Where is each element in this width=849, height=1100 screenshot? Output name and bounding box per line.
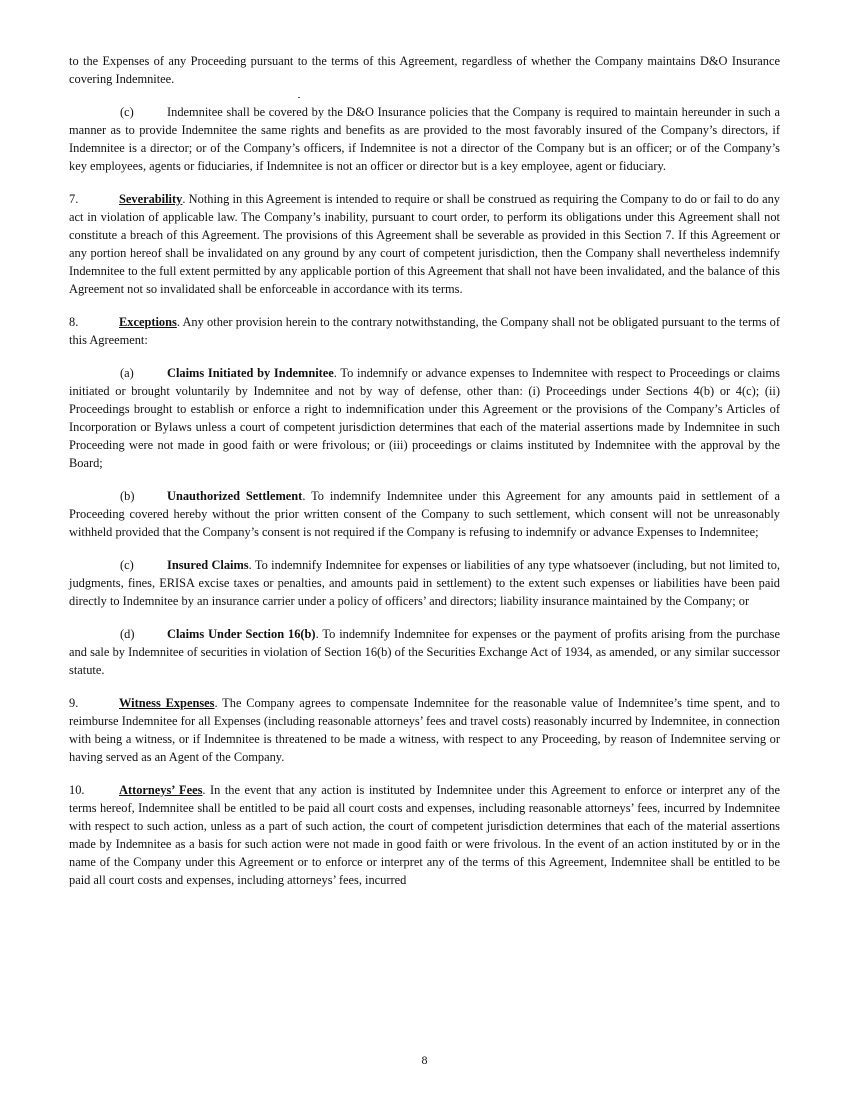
section-number: 8. <box>69 315 79 329</box>
item-title: Insured Claims <box>167 558 249 572</box>
item-text: . To indemnify or advance expenses to Indemnitee with respect to Proceedings or claims initiated or brought voluntarily by Indemnitee and not by way of defense, other than: (i) Proceedings under Sections 4(b) or 4(c); (ii) Proceedings brought to establish or enforce a right to indemnification under this Agreement or the provisions of the Company’s Articles of Incorporation or Bylaws unless a court of competent jurisdiction determines that each of the material assertions made by Indemnitee in such Proceeding were not made in good faith or were frivolous; or (iii) proceedings or claims instituted by Indemnitee with the approval by the Board; <box>69 366 780 470</box>
item-label: (c) <box>120 558 134 572</box>
section-text: . Any other provision herein to the contrary notwithstanding, the Company shall not be obligated pursuant to the terms of this Agreement: <box>69 315 780 347</box>
section-text: . The Company agrees to compensate Indemnitee for the reasonable value of Indemnitee’s time spent, and to reimburse Indemnitee for all Expenses (including reasonable attorneys’ fees and travel costs) reasonably incurred by Indemnitee, in connection with being a witness, or if Indemnitee is threatened to be made a witness, with respect to any Proceeding, by reason of Indemnitee serving or having served as an Agent of the Company. <box>69 696 780 764</box>
section-number: 10. <box>69 783 85 797</box>
item-text: . To indemnify Indemnitee for expenses or liabilities of any type whatsoever (including, but not limited to, judgments, fines, ERISA excise taxes or penalties, and amounts paid in settlement) to the extent such expenses or liabilities have been paid directly to Indemnitee by an insurance carrier under a policy of officers’ and directors; liability insurance maintained by the Company; or <box>69 558 780 608</box>
section-text: . In the event that any action is instituted by Indemnitee under this Agreement to enforce or interpret any of the terms hereof, Indemnitee shall be entitled to be paid all court costs and expenses, including reasonable attorneys’ fees, incurred by Indemnitee with respect to such action, unless as a part of such action, the court of competent jurisdiction determines that each of the material assertions made by Indemnitee as a basis for such action were not made in good faith or were frivolous. In the event of an action instituted by or in the name of the Company under this Agreement or to enforce or interpret any of the terms of this Agreement, Indemnitee shall be entitled to be paid all court costs and expenses, including attorneys’ fees, incurred <box>69 783 780 887</box>
section-number: 9. <box>69 696 79 710</box>
section-9 <box>69 694 780 766</box>
section-title: Exceptions <box>119 315 177 329</box>
paragraph-label: (c) <box>120 105 134 119</box>
section-7 <box>69 190 780 298</box>
exception-c <box>69 556 780 610</box>
section-10 <box>69 781 780 889</box>
paragraph-6c <box>69 103 780 175</box>
item-label: (b) <box>120 489 135 503</box>
item-text: . To indemnify Indemnitee for expenses or the payment of profits arising from the purchase and sale by Indemnitee of securities in violation of Section 16(b) of the Securities Exchange Act of 1934, as amended, or any similar successor statute. <box>69 627 780 677</box>
section-title: Witness Expenses <box>119 696 215 710</box>
page-number: 8 <box>421 1053 428 1067</box>
item-label: (d) <box>120 627 135 641</box>
item-title: Claims Initiated by Indemnitee <box>167 366 334 380</box>
exception-a <box>69 364 780 472</box>
item-title: Unauthorized Settlement <box>167 489 303 503</box>
item-label: (a) <box>120 366 134 380</box>
document-page <box>69 52 780 889</box>
exception-d <box>69 625 780 679</box>
section-8 <box>69 313 780 349</box>
item-title: Claims Under Section 16(b) <box>167 627 316 641</box>
section-title: Severability <box>119 192 183 206</box>
exception-b <box>69 487 780 541</box>
item-text: . To indemnify Indemnitee under this Agreement for any amounts paid in settlement of a Proceeding covered hereby without the prior written consent of the Company to such settlement, which consent will not be unreasonably withheld provided that the Company’s consent is not required if the Company is refusing to indemnify or advance Expenses to Indemnitee; <box>69 489 780 539</box>
paragraph-text: Indemnitee shall be covered by the D&O Insurance policies that the Company is required to maintain hereunder in such a manner as to provide Indemnitee the same rights and benefits as are provided to the most favorably insured of the Company’s directors, if Indemnitee is a director; or of the Company’s officers, if Indemnitee is not a director of the Company but is an officer; or of the Company’s key employees, agents or fiduciaries, if Indemnitee is not an officer or director but is a key employee, agent or fiduciary. <box>69 105 780 173</box>
section-number: 7. <box>69 192 79 206</box>
continuation-paragraph: to the Expenses of any Proceeding pursuant to the terms of this Agreement, regardless of whether the Company maintains D&O Insurance covering Indemnitee. <box>69 54 780 86</box>
section-text: . Nothing in this Agreement is intended to require or shall be construed as requiring the Company to do or fail to do any act in violation of applicable law. The Company’s inability, pursuant to court order, to perform its obligations under this Agreement shall not constitute a breach of this Agreement. The provisions of this Agreement shall be severable as provided in this Section 7. If this Agreement or any portion hereof shall be invalidated on any ground by any court of competent jurisdiction, then the Company shall nevertheless indemnify Indemnitee to the full extent permitted by any applicable portion of this Agreement that shall not have been invalidated, and the balance of this Agreement not so invalidated shall be enforceable in accordance with its terms. <box>69 192 780 296</box>
section-title: Attorneys’ Fees <box>119 783 203 797</box>
